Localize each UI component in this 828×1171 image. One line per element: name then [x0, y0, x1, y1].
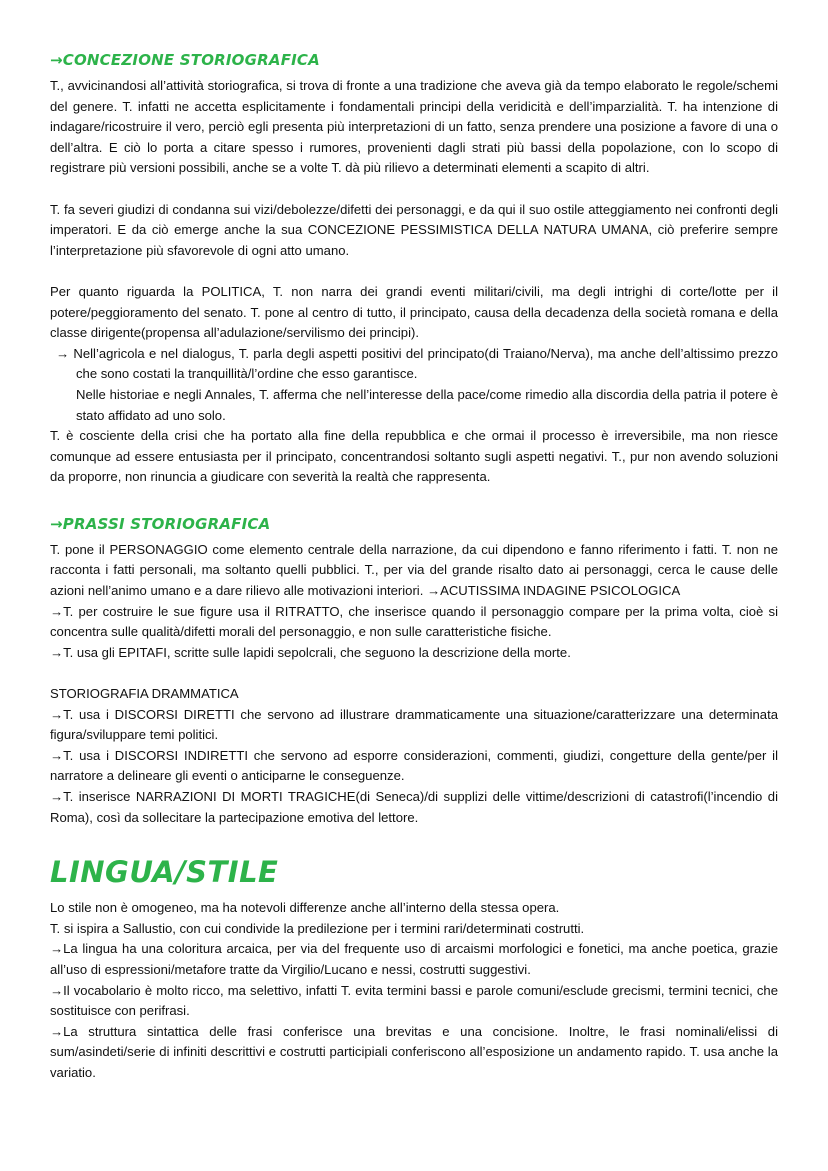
paragraph: →T. usa i DISCORSI INDIRETTI che servono ad esporre considerazioni, commenti, giudizi, congetture della gente/per il narratore a delineare gli eventi o anticiparne le conseguenze.	[50, 747, 778, 784]
paragraph: →T. usa i DISCORSI DIRETTI che servono ad illustrare drammaticamente una situazione/caratterizzare una determinata figura/sviluppare temi politici.	[50, 706, 778, 743]
paragraph: T., avvicinandosi all’attività storiografica, si trova di fronte a una tradizione che aveva già da tempo elaborato le regole/schemi del genere. T. infatti ne accetta esplicitamente i fondamentali principi della veridicità e dell’imparzialità. T. ha intenzione di indagare/ricostruire il vero, perciò egli presenta più interpretazioni di un fatto, senza prendere una posizione a favore di una o dell’altra. E ciò lo porta a citare spesso i rumores, provenienti dagli strati più bassi della popolazione, con lo scopo di registrare più versioni possibili, anche se a volte T. dà più rilievo a determinati elementi a scapito di altri.	[50, 78, 778, 176]
paragraph: →La lingua ha una coloritura arcaica, per via del frequente uso di arcaismi morfologici e fonetici, ma anche poetica, grazie all’uso di espressioni/metafore tratte da Virgilio/Lucano e nessi, costrutti suggestivi.	[50, 941, 778, 977]
subheading-storiografia-drammatica: STORIOGRAFIA DRAMMATICA	[50, 686, 239, 702]
paragraph: T. pone il PERSONAGGIO come elemento centrale della narrazione, da cui dipendono e fanno riferimento i fatti. T. non ne racconta i fatti personali, ma soltanto quelli pubblici. T., per via del grande risalto dato ai personaggi, cerca le cause delle azioni nell’animo umano e a dare rilievo alle motivazioni interiori. →ACUTISSIMA INDAGINE PSICOLOGICA	[50, 541, 778, 599]
paragraph: Lo stile non è omogeneo, ma ha notevoli differenze anche all’interno della stessa opera.	[50, 900, 560, 916]
bullet-paragraph: → Nell’agricola e nel dialogus, T. parla degli aspetti positivi del principato(di Traiano/Nerva), ma anche dell’altissimo prezzo che sono costati la tranquillità/l’ordine che esso garantisce.	[56, 345, 778, 382]
paragraph: Per quanto riguarda la POLITICA, T. non narra dei grandi eventi militari/civili, ma degli intrighi di corte/lotte per il potere/peggioramento del senato. T. pone al centro di tutto, il principato, causa della decadenza della società romana e della classe dirigente(propensa all’adulazione/servilismo dei principi).	[50, 283, 778, 341]
paragraph: →T. usa gli EPITAFI, scritte sulle lapidi sepolcrali, che seguono la descrizione della morte.	[50, 644, 571, 660]
heading-concezione-storiografica: →CONCEZIONE STORIOGRAFICA	[50, 51, 320, 69]
paragraph: T. si ispira a Sallustio, con cui condivide la predilezione per i termini rari/determinati costrutti.	[50, 920, 585, 936]
paragraph: T. è cosciente della crisi che ha portato alla fine della repubblica e che ormai il processo è irreversibile, ma non riesce comunque ad essere entusiasta per il principato, concentrandosi soltanto sugli aspetti negativi. T., pur non avendo soluzioni da proporre, non rinuncia a giudicare con severità la realtà che rappresenta.	[50, 428, 778, 485]
paragraph: T. fa severi giudizi di condanna sui vizi/debolezze/difetti dei personaggi, e da qui il suo ostile atteggiamento nei confronti degli imperatori. E da ciò emerge anche la sua CONCEZIONE PESSIMISTICA DELLA NATURA UMANA, ciò preferire sempre l’interpretazione più sfavorevole di ogni atto umano.	[50, 201, 778, 258]
heading-prassi-storiografica: →PRASSI STORIOGRAFICA	[50, 514, 271, 533]
paragraph: →La struttura sintattica delle frasi conferisce una brevitas e una concisione. Inoltre, le frasi nominali/elissi di sum/asindeti/serie di infiniti descrittivi e costrutti participiali conferiscono all’esposizione un andamento rapido. T. usa anche la variatio.	[50, 1023, 778, 1080]
paragraph: →T. inserisce NARRAZIONI DI MORTI TRAGICHE(di Seneca)/di supplizi delle vittime/descrizioni di catastrofi(l’incendio di Roma), così da sollecitare la partecipazione emotiva del lettore.	[50, 789, 778, 825]
bullet-paragraph: Nelle historiae e negli Annales, T. afferma che nell’interesse della pace/come rimedio alla discordia della patria il potere è stato affidato ad uno solo.	[76, 386, 778, 423]
paragraph: →Il vocabolario è molto ricco, ma selettivo, infatti T. evita termini bassi e parole comuni/esclude grecismi, termini tecnici, che sostituisce con perifrasi.	[50, 982, 778, 1019]
paragraph: →T. per costruire le sue figure usa il RITRATTO, che inserisce quando il personaggio compare per la prima volta, cioè si concentra sulle qualità/difetti morali del personaggio, e non sulle caratteristiche fisiche.	[50, 603, 778, 640]
heading-lingua-stile: LINGUA/STILE	[50, 855, 279, 890]
